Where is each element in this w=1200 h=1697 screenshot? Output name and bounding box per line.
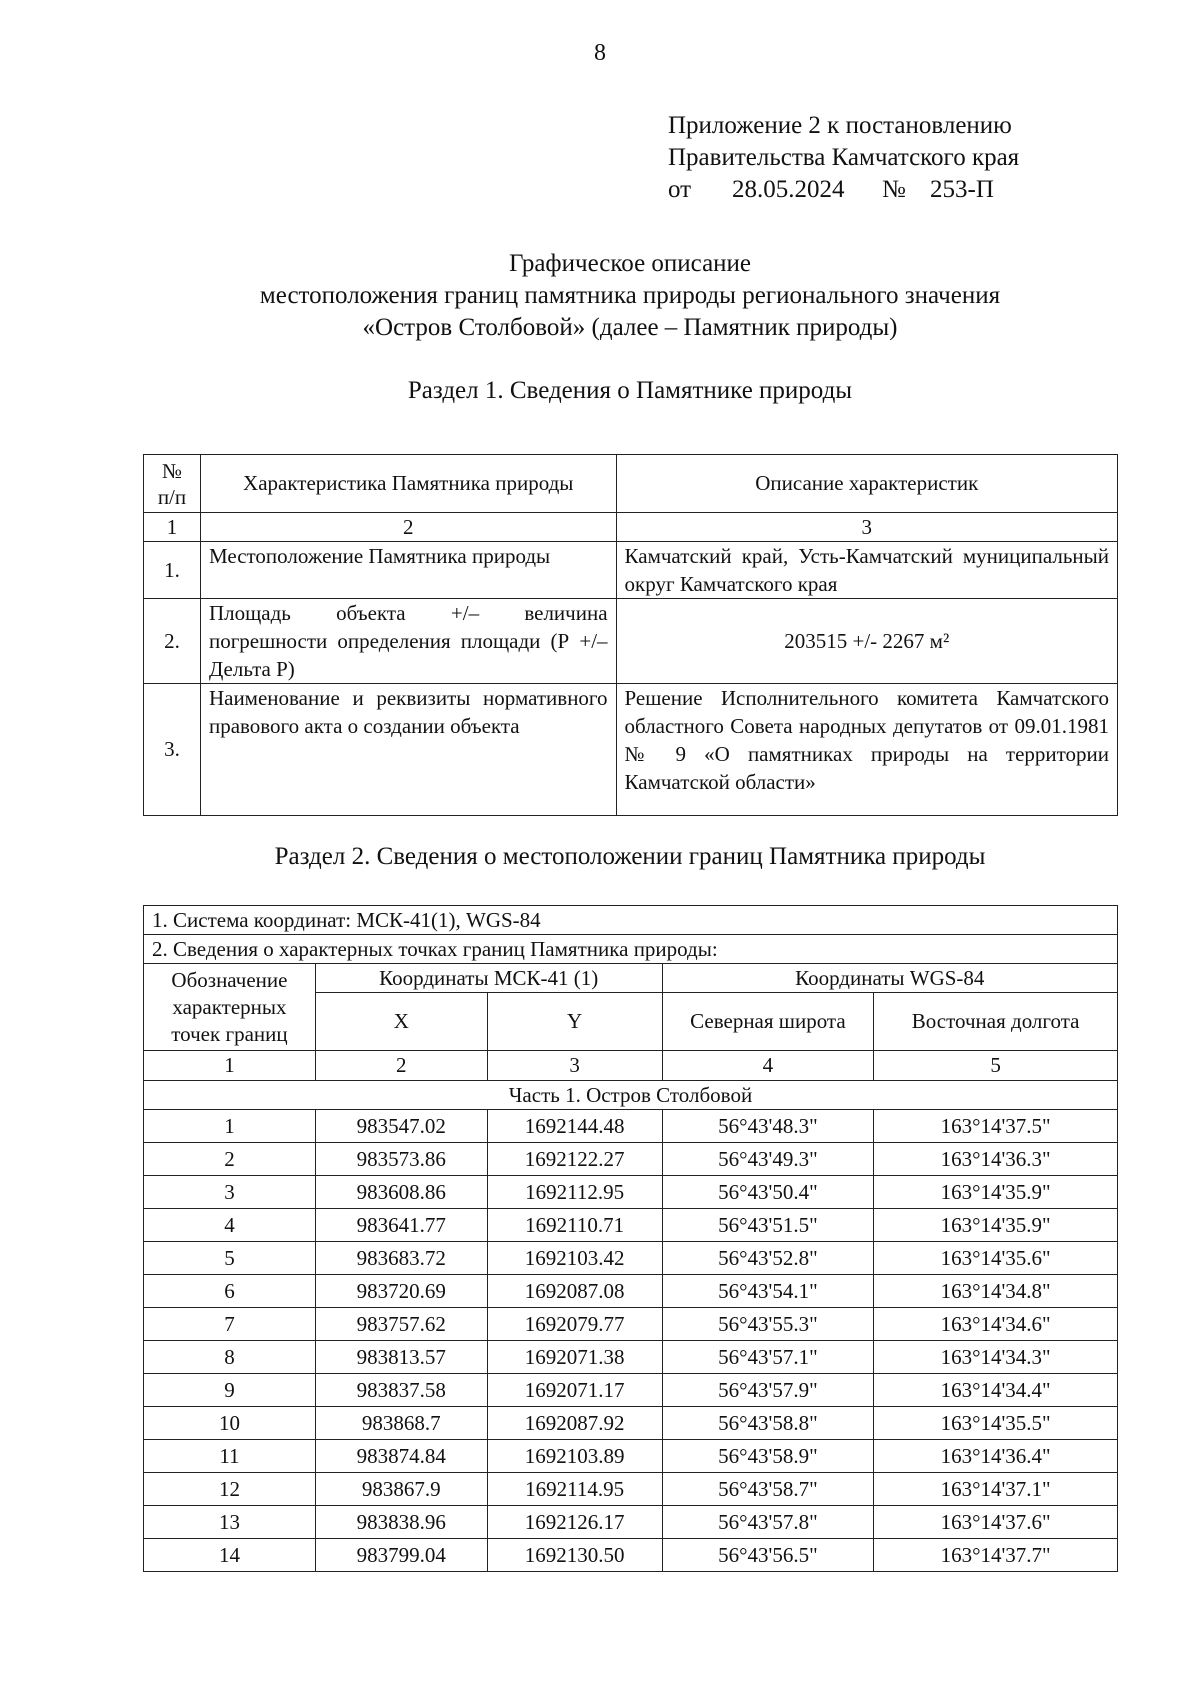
row-description: 203515 +/- 2267 м²: [616, 599, 1117, 684]
table-row: [144, 1539, 1118, 1572]
point-east: 163°14'37.1": [874, 1473, 1118, 1506]
page-number: 8: [594, 40, 606, 66]
row-characteristic: Местоположение Памятника природы: [200, 542, 616, 599]
row-characteristic: Площадь объекта +/– величина погрешности определения площади (Р +/– Дельта Р): [200, 599, 616, 684]
point-y: 1692087.92: [487, 1407, 662, 1440]
point-east: 163°14'36.4": [874, 1440, 1118, 1473]
table-row: [144, 1440, 1118, 1473]
col-number: 2: [315, 1051, 487, 1081]
row-num: 3.: [144, 684, 201, 816]
title-line-1: Графическое описание: [508, 250, 752, 277]
row-num: 1.: [144, 542, 201, 599]
point-north: 56°43'49.3": [662, 1143, 874, 1176]
document-title: [0, 248, 1200, 344]
table-row: [144, 542, 1118, 599]
point-north: 56°43'55.3": [662, 1308, 874, 1341]
header-east: Восточная долгота: [874, 993, 1118, 1051]
header-wgs: Координаты WGS-84: [662, 964, 1117, 993]
section-1-table: [143, 454, 1118, 816]
number-sign: №: [882, 176, 906, 203]
column-numbers-row: [144, 1051, 1118, 1081]
header-msk: Координаты МСК-41 (1): [315, 964, 662, 993]
from-label: от: [668, 176, 692, 203]
appendix-header: [668, 110, 1019, 206]
appendix-dateline: [668, 174, 1019, 206]
col-number: 1: [144, 513, 201, 542]
section-2-title: Раздел 2. Сведения о местоположении границ Памятника природы: [274, 843, 986, 870]
point-id: 2: [144, 1143, 316, 1176]
point-east: 163°14'34.6": [874, 1308, 1118, 1341]
point-id: 8: [144, 1341, 316, 1374]
coord-system: 1. Система координат: МСК-41(1), WGS-84: [144, 906, 1118, 935]
table-row: [144, 1242, 1118, 1275]
point-id: 11: [144, 1440, 316, 1473]
title-line-2: местоположения границ памятника природы регионального значения: [259, 282, 1001, 309]
point-id: 5: [144, 1242, 316, 1275]
coord-system-row: [144, 906, 1118, 935]
point-y: 1692114.95: [487, 1473, 662, 1506]
point-y: 1692103.89: [487, 1440, 662, 1473]
point-x: 983573.86: [315, 1143, 487, 1176]
table-row: [144, 599, 1118, 684]
point-north: 56°43'54.1": [662, 1275, 874, 1308]
col-number: 5: [874, 1051, 1118, 1081]
table-row: [144, 1506, 1118, 1539]
points-info: 2. Сведения о характерных точках границ Памятника природы:: [144, 935, 1118, 964]
col-number: 2: [200, 513, 616, 542]
title-line-3: «Остров Столбовой» (далее – Памятник природы): [362, 314, 898, 341]
point-id: 13: [144, 1506, 316, 1539]
point-y: 1692112.95: [487, 1176, 662, 1209]
col-number: 3: [616, 513, 1117, 542]
header-characteristic: Характеристика Памятника природы: [200, 455, 616, 513]
column-numbers-row: [144, 513, 1118, 542]
point-east: 163°14'37.7": [874, 1539, 1118, 1572]
point-north: 56°43'50.4": [662, 1176, 874, 1209]
point-east: 163°14'34.8": [874, 1275, 1118, 1308]
point-east: 163°14'34.3": [874, 1341, 1118, 1374]
appendix-line-1: Приложение 2 к постановлению: [668, 112, 1012, 139]
point-id: 6: [144, 1275, 316, 1308]
point-id: 1: [144, 1110, 316, 1143]
point-id: 4: [144, 1209, 316, 1242]
point-y: 1692103.42: [487, 1242, 662, 1275]
point-east: 163°14'37.6": [874, 1506, 1118, 1539]
header-num: № п/п: [144, 455, 201, 513]
point-x: 983868.7: [315, 1407, 487, 1440]
point-x: 983867.9: [315, 1473, 487, 1506]
points-info-row: [144, 935, 1118, 964]
point-id: 3: [144, 1176, 316, 1209]
point-id: 14: [144, 1539, 316, 1572]
table-header-row: [144, 455, 1118, 513]
point-north: 56°43'51.5": [662, 1209, 874, 1242]
table-row: [144, 1176, 1118, 1209]
table-row: [144, 1341, 1118, 1374]
table-row: [144, 684, 1118, 816]
point-east: 163°14'35.6": [874, 1242, 1118, 1275]
table-row: [144, 1209, 1118, 1242]
point-y: 1692071.17: [487, 1374, 662, 1407]
table-row: [144, 1275, 1118, 1308]
point-x: 983874.84: [315, 1440, 487, 1473]
col-number: 1: [144, 1051, 316, 1081]
table-row: [144, 1473, 1118, 1506]
point-north: 56°43'57.9": [662, 1374, 874, 1407]
header-row-1: [144, 964, 1118, 993]
col-number: 4: [662, 1051, 874, 1081]
point-id: 10: [144, 1407, 316, 1440]
point-east: 163°14'35.9": [874, 1209, 1118, 1242]
point-north: 56°43'58.7": [662, 1473, 874, 1506]
point-north: 56°43'58.8": [662, 1407, 874, 1440]
point-id: 7: [144, 1308, 316, 1341]
header-y: Y: [487, 993, 662, 1051]
point-x: 983799.04: [315, 1539, 487, 1572]
point-east: 163°14'36.3": [874, 1143, 1118, 1176]
point-north: 56°43'52.8": [662, 1242, 874, 1275]
col-number: 3: [487, 1051, 662, 1081]
point-north: 56°43'57.1": [662, 1341, 874, 1374]
point-id: 12: [144, 1473, 316, 1506]
point-x: 983757.62: [315, 1308, 487, 1341]
point-north: 56°43'58.9": [662, 1440, 874, 1473]
row-description: Камчатский край, Усть-Камчатский муниципальный округ Камчатского края: [616, 542, 1117, 599]
table-row: [144, 1407, 1118, 1440]
point-x: 983641.77: [315, 1209, 487, 1242]
table-row: [144, 1374, 1118, 1407]
section-1-title: Раздел 1. Сведения о Памятнике природы: [407, 377, 853, 404]
point-x: 983683.72: [315, 1242, 487, 1275]
header-north: Северная широта: [662, 993, 874, 1051]
point-east: 163°14'35.9": [874, 1176, 1118, 1209]
point-east: 163°14'34.4": [874, 1374, 1118, 1407]
table-row: [144, 1110, 1118, 1143]
row-description: Решение Исполнительного комитета Камчатского областного Совета народных депутатов от 09.01.1981 № 9 «О памятниках природы на территории Камчатской области»: [616, 684, 1117, 816]
point-east: 163°14'37.5": [874, 1110, 1118, 1143]
point-y: 1692144.48: [487, 1110, 662, 1143]
point-id: 9: [144, 1374, 316, 1407]
point-y: 1692130.50: [487, 1539, 662, 1572]
point-y: 1692079.77: [487, 1308, 662, 1341]
point-east: 163°14'35.5": [874, 1407, 1118, 1440]
point-north: 56°43'57.8": [662, 1506, 874, 1539]
part-title-row: [144, 1081, 1118, 1110]
point-y: 1692122.27: [487, 1143, 662, 1176]
point-y: 1692126.17: [487, 1506, 662, 1539]
header-x: X: [315, 993, 487, 1051]
section-2-table: [143, 905, 1118, 1572]
resolution-date: 28.05.2024: [732, 176, 845, 203]
point-x: 983608.86: [315, 1176, 487, 1209]
point-x: 983720.69: [315, 1275, 487, 1308]
resolution-number: 253-П: [930, 176, 994, 203]
point-x: 983837.58: [315, 1374, 487, 1407]
point-x: 983838.96: [315, 1506, 487, 1539]
table-row: [144, 1143, 1118, 1176]
point-y: 1692071.38: [487, 1341, 662, 1374]
point-y: 1692110.71: [487, 1209, 662, 1242]
row-characteristic: Наименование и реквизиты нормативного правового акта о создании объекта: [200, 684, 616, 816]
header-description: Описание характеристик: [616, 455, 1117, 513]
appendix-line-2: Правительства Камчатского края: [668, 144, 1020, 171]
point-y: 1692087.08: [487, 1275, 662, 1308]
point-north: 56°43'48.3": [662, 1110, 874, 1143]
part-title: Часть 1. Остров Столбовой: [144, 1081, 1118, 1110]
row-num: 2.: [144, 599, 201, 684]
point-north: 56°43'56.5": [662, 1539, 874, 1572]
point-x: 983813.57: [315, 1341, 487, 1374]
header-designation: Обозначение характерных точек границ: [144, 964, 316, 1051]
table-row: [144, 1308, 1118, 1341]
point-x: 983547.02: [315, 1110, 487, 1143]
